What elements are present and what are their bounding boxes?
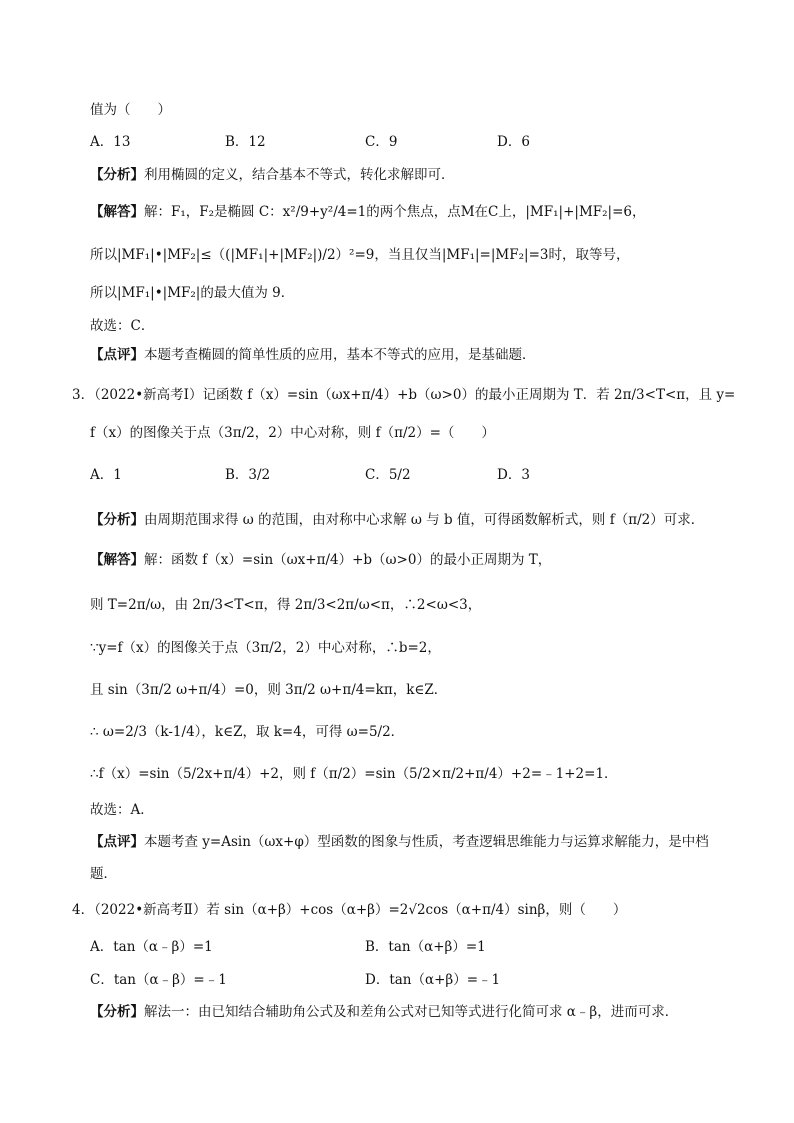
analysis-text: 解法一：由已知结合辅助角公式及和差角公式对已知等式进行化简可求 α﹣β，进而可求． [144,1004,679,1020]
q4-option-d: D．tan（α+β）=﹣1 [365,972,501,988]
q3-solution-line-4: 且 sin（3π/2 ω+π/4）=0，则 3π/2 ω+π/4=kπ，k∈Z． [90,682,448,698]
q3-option-b: B．3/2 [225,467,271,483]
q3-solution-line-3: ∵y=f（x）的图像关于点（3π/2，2）中心对称，∴b=2， [90,640,441,656]
q3-solution-line-2: 则 T=2π/ω，由 2π/3<T<π，得 2π/3<2π/ω<π，∴2<ω<3， [90,597,482,613]
q3-option-c: C．5/2 [365,467,411,483]
comment-tag: 【点评】 [90,834,144,850]
q3-comment-line-2: 题． [90,866,117,882]
question-number: 4． [72,902,95,918]
q3-solution-line-1 [90,550,551,570]
q2-analysis [90,165,455,185]
q3-comment-line-1 [90,832,709,852]
q2-solution-line-3: 所以|MF₁|•|MF₂|的最大值为 9． [90,285,295,301]
q4-stem [72,900,626,920]
q4-analysis [90,1002,678,1022]
solution-tag: 【解答】 [90,204,144,220]
q3-solution-line-5: ∴ ω=2/3（k-1/4），k∈Z，取 k=4，可得 ω=5/2． [90,724,405,740]
analysis-text: 由周期范围求得 ω 的范围，由对称中心求解 ω 与 b 值，可得函数解析式，则 f（π/2）可求． [144,512,705,528]
q4-option-a: A．tan（α﹣β）=1 [90,939,213,955]
q2-comment [90,345,536,365]
question-stem: 记函数 f（x）=sin（ωx+π/4）+b（ω>0）的最小正周期为 T．若 2π/3<T<π，且 y= [202,387,736,403]
q3-choice: 故选：A． [90,802,154,818]
q2-solution-line-1 [90,202,646,222]
q2-option-b: B．12 [225,134,266,150]
analysis-tag: 【分析】 [90,167,144,183]
question-source: （2022•新高考Ⅰ） [94,387,203,403]
q2-solution-line-2: 所以|MF₁|•|MF₂|≤（(|MF₁|+|MF₂|)/2）²=9，当且仅当|MF₁|=|MF₂|=3时，取等号， [90,247,630,263]
q4-option-b: B．tan（α+β）=1 [365,939,486,955]
q2-option-a: A．13 [90,134,131,150]
q2-choice: 故选：C． [90,318,155,334]
solution-tag: 【解答】 [90,552,144,568]
analysis-tag: 【分析】 [90,512,144,528]
solution-text: 解：F₁，F₂是椭圆 C：x²/9+y²/4=1的两个焦点，点M在C上，|MF₁|+|MF₂|=6， [144,204,646,220]
q3-option-d: D．3 [497,467,530,483]
comment-text: 本题考查 y=Asin（ωx+φ）型函数的图象与性质，考查逻辑思维能力与运算求解能力，是中档 [144,834,709,850]
q3-stem-line-1 [72,385,735,405]
comment-text: 本题考查椭圆的简单性质的应用，基本不等式的应用，是基础题． [144,347,536,363]
q2-option-d: D．6 [497,134,530,150]
q3-analysis [90,510,704,530]
q3-stem-line-2: f（x）的图像关于点（3π/2，2）中心对称，则 f（π/2）=（ ） [90,425,495,441]
analysis-tag: 【分析】 [90,1004,144,1020]
q3-option-a: A．1 [90,467,122,483]
question-number: 3． [72,387,95,403]
solution-text: 解：函数 f（x）=sin（ωx+π/4）+b（ω>0）的最小正周期为 T， [144,552,552,568]
q4-option-c: C．tan（α﹣β）=﹣1 [90,972,227,988]
question-source: （2022•新高考Ⅱ） [94,902,207,918]
analysis-text: 利用椭圆的定义，结合基本不等式，转化求解即可． [144,167,455,183]
q3-solution-line-6: ∴f（x）=sin（5/2x+π/4）+2，则 f（π/2）=sin（5/2×π/2+π/4）+2=﹣1+2=1． [90,766,618,782]
q2-stem-tail: 值为（ ） [90,102,171,118]
question-stem: 若 sin（α+β）+cos（α+β）=2√2cos（α+π/4）sinβ，则（ ） [206,902,627,918]
q2-option-c: C．9 [365,134,398,150]
comment-tag: 【点评】 [90,347,144,363]
